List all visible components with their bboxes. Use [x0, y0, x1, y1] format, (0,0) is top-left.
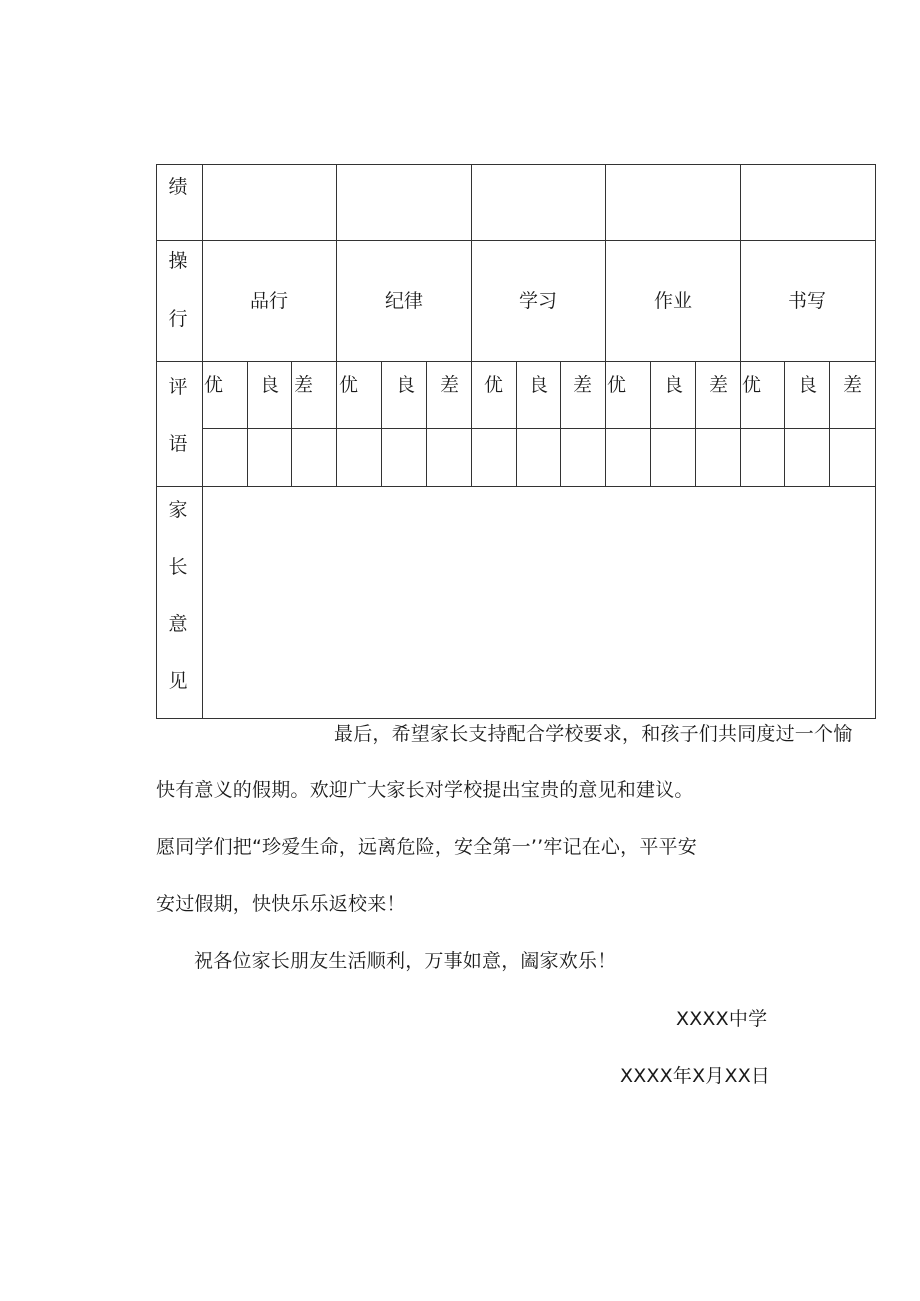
row-label-grades: 绩	[168, 176, 188, 198]
row-label-parent-3: 意	[168, 613, 188, 635]
rating-poor: 差	[573, 374, 593, 396]
rating-excellent: 优	[607, 374, 627, 396]
category-discipline: 纪律	[384, 290, 423, 312]
rating-good: 良	[529, 374, 549, 396]
rating-good: 良	[396, 374, 416, 396]
rating-good: 良	[260, 374, 280, 396]
row-label-conduct-1: 操	[168, 250, 188, 272]
rating-good: 良	[664, 374, 684, 396]
rating-poor: 差	[294, 374, 314, 396]
row-label-parent-2: 长	[168, 556, 188, 578]
letter-signature: XXXX中学	[676, 1008, 768, 1030]
row-label-parent-4: 见	[168, 670, 188, 692]
rating-excellent: 优	[204, 374, 224, 396]
row-label-comment-2: 语	[168, 433, 188, 455]
row-label-parent-1: 家	[168, 499, 188, 521]
letter-date: XXXX年X月XX日	[620, 1065, 771, 1087]
category-writing: 书写	[787, 290, 826, 312]
rating-excellent: 优	[339, 374, 359, 396]
rating-poor: 差	[709, 374, 729, 396]
category-homework: 作业	[653, 290, 692, 312]
rating-excellent: 优	[742, 374, 762, 396]
letter-line-1: 最后，希望家长支持配合学校要求，和孩子们共同度过一个愉	[334, 723, 853, 745]
letter-closing-wish: 祝各位家长朋友生活顺利，万事如意，阖家欢乐！	[194, 950, 617, 972]
letter-line-4: 安过假期，快快乐乐返校来！	[156, 893, 406, 915]
rating-poor: 差	[440, 374, 460, 396]
rating-good: 良	[798, 374, 818, 396]
letter-line-2: 快有意义的假期。欢迎广大家长对学校提出宝贵的意见和建议。	[156, 779, 694, 801]
rating-excellent: 优	[484, 374, 504, 396]
row-label-conduct-2: 行	[168, 308, 188, 330]
letter-line-3: 愿同学们把“珍爱生命，远离危险，安全第一’’牢记在心，平平安	[156, 836, 697, 858]
category-study: 学习	[518, 290, 557, 312]
category-conduct: 品行	[249, 290, 288, 312]
rating-poor: 差	[843, 374, 863, 396]
row-label-comment-1: 评	[168, 376, 188, 398]
